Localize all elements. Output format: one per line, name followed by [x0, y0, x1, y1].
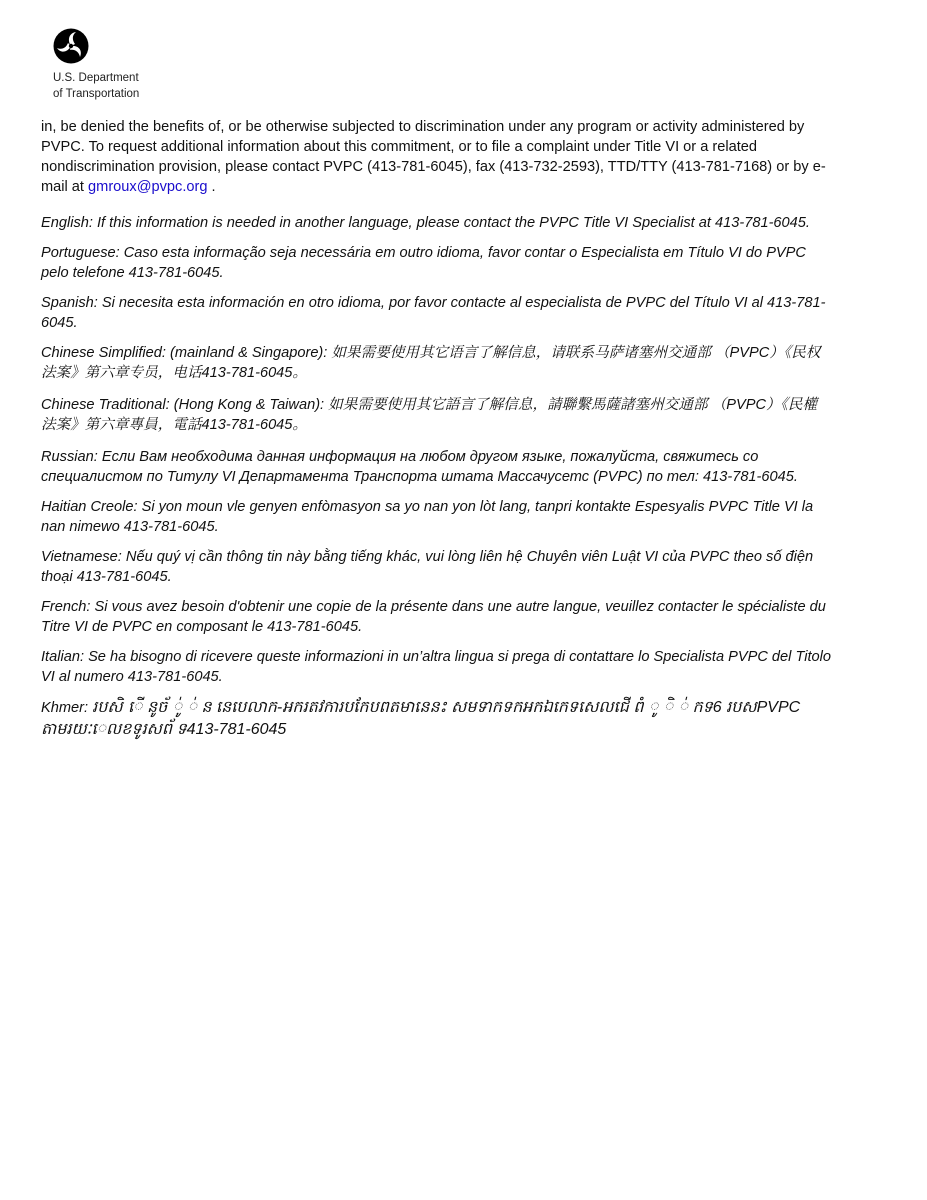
nondiscrimination-paragraph: [41, 117, 841, 197]
language-notice-french: [41, 597, 831, 637]
language-message: 如果需要使用其它語言了解信息，請聯繫馬薩諸塞州交通部 （PVPC）《民權法案》第六章專員，電話413-781-6045。: [41, 397, 818, 433]
language-assistance-list: [41, 213, 831, 751]
language-notice-spanish: [41, 293, 831, 333]
language-label: Portuguese:: [41, 245, 120, 261]
language-label: Vietnamese:: [41, 549, 122, 565]
language-notice-chinese-simplified: [41, 343, 831, 383]
language-label: French:: [41, 599, 91, 615]
language-notice-italian: [41, 647, 831, 687]
language-notice-russian: [41, 447, 831, 487]
language-label: Haitian Creole:: [41, 499, 138, 515]
language-notice-vietnamese: [41, 547, 831, 587]
language-label: Italian:: [41, 649, 84, 665]
language-notice-haitian-creole: [41, 497, 831, 537]
language-message: If this information is needed in another language, please contact the PVPC Title VI Specialist at 413-781-6045.: [96, 215, 810, 231]
language-message: Nếu quý vị cần thông tin này bằng tiếng khác, vui lòng liên hệ Chuyên viên Luật VI của PVPC theo số điện thoại 413-781-6045.: [41, 549, 814, 585]
language-message: Se ha bisogno di ricevere queste informazioni in un’altra lingua si prega di contattare lo Specialista PVPC del Titolo VI al numero 413-781-6045.: [41, 649, 832, 685]
language-message: 如果需要使用其它语言了解信息，请联系马萨诸塞州交通部 （PVPC）《民权法案》第六章专员，电话413-781-6045。: [41, 345, 821, 381]
language-notice-chinese-traditional: [41, 395, 831, 435]
language-message: Si vous avez besoin d'obtenir une copie de la présente dans une autre langue, veuillez contacter le spécialiste du Titre VI de PVPC en composant le 413-781-6045.: [41, 599, 826, 635]
language-message: Если Вам необходима данная информация на любом другом языке, пожалуйста, свяжитесь со специалистом по Титулу VI Департамента Транспорта штата Массачусетс (PVPC) по тел: 413-781-6045.: [41, 449, 798, 485]
agency-line-1: U.S. Department: [53, 72, 139, 84]
language-label: Spanish:: [41, 295, 98, 311]
language-notice-khmer: [41, 697, 831, 741]
language-label: Chinese Simplified: (mainland & Singapore):: [41, 345, 328, 361]
dot-triskelion-logo-icon: [53, 28, 89, 64]
language-message: របសិ ើ នូច័ ់ូ ់ ន នេបេលាក-អករតវការបកែបពតមានេនះ សមទាកទកអកឯកេទសេលជើ ពំ ូ ិ ់ កទ6 របសPVPC តាមរយៈេលខទូរសព័ ទ413-781-6045: [41, 699, 801, 738]
language-notice-english: [41, 213, 831, 233]
language-label: Russian:: [41, 449, 98, 465]
language-message: Caso esta informação seja necessária em outro idioma, favor contar o Especialista em Título VI do PVPC pelo telefone 413-781-6045.: [41, 245, 806, 281]
language-notice-portuguese: [41, 243, 831, 283]
language-label: Chinese Traditional: (Hong Kong & Taiwan):: [41, 397, 325, 413]
language-message: Si yon moun vle genyen enfòmasyon sa yo nan yon lòt lang, tanpri kontakte Espesyalis PVPC Title VI la nan nimewo 413-781-6045.: [41, 499, 814, 535]
agency-line-2: of Transportation: [53, 88, 140, 100]
intro-text-end: .: [207, 178, 216, 195]
language-label: English:: [41, 215, 93, 231]
email-link[interactable]: gmroux@pvpc.org: [88, 178, 208, 195]
language-message: Si necesita esta información en otro idioma, por favor contacte al especialista de PVPC del Título VI al 413-781-6045.: [41, 295, 826, 331]
language-label: Khmer:: [41, 700, 89, 716]
agency-name: [53, 70, 139, 102]
intro-text: in, be denied the benefits of, or be otherwise subjected to discrimination under any program or activity administered by PVPC. To request additional information about this commitment, or to file a complaint under Title VI or a related nondiscrimination provision, please contact PVPC (413-781-6045), fax (413-732-2593), TTD/TTY (413-781-7168) or by e-mail at: [41, 118, 826, 195]
